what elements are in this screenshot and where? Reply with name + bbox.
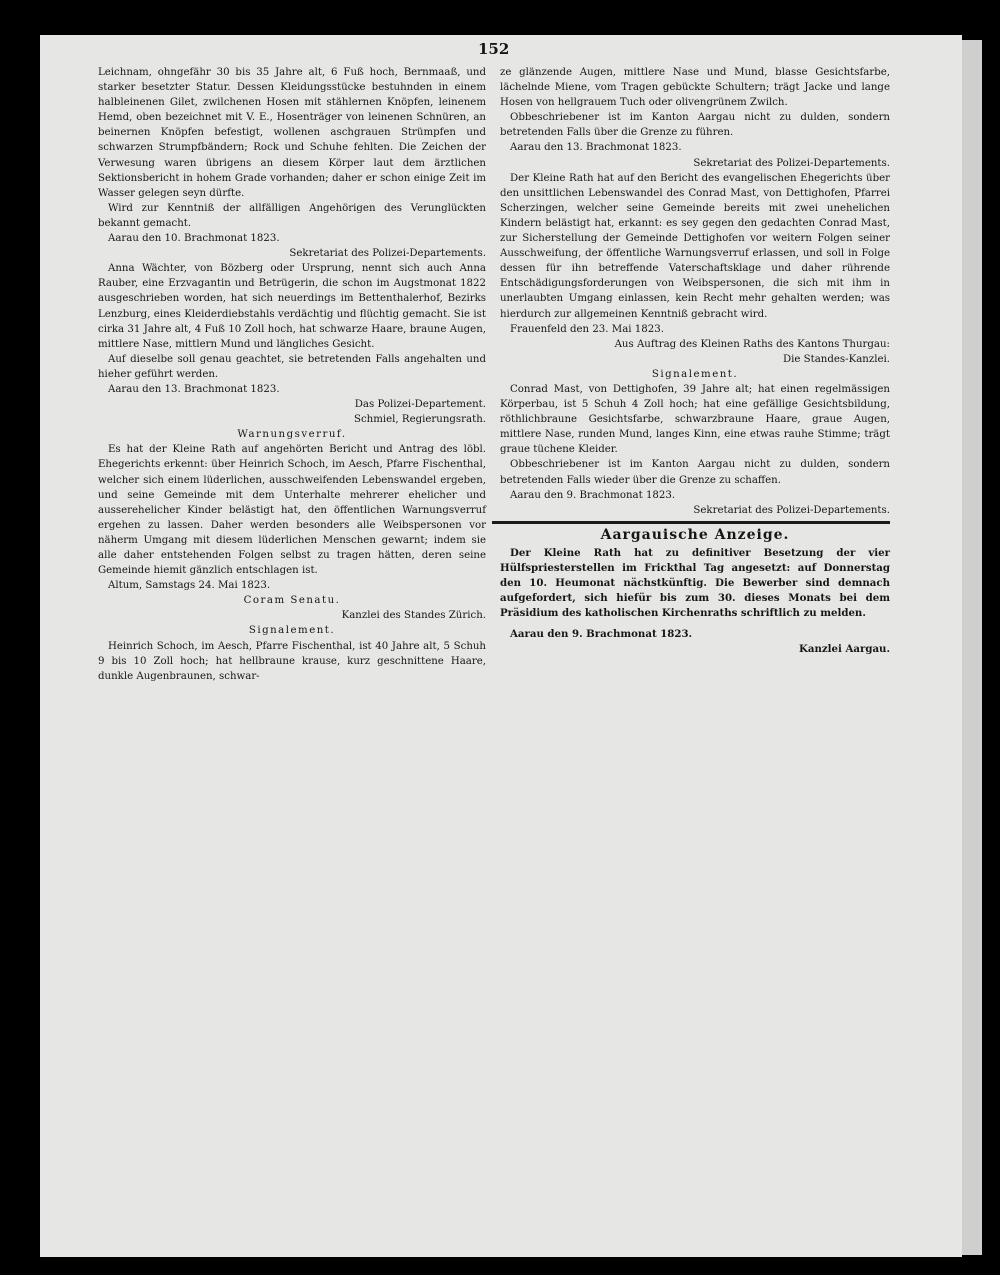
left-paragraph: Anna Wächter, von Bözberg oder Ursprung, nennt sich auch Anna Rauber, eine Erzvagantin und Betrügerin, die schon im Augstmonat 1822 ausgeschrieben worden, hat sich neuerdings im Bettenthalerhof, Bezirks Lenzburg, eines Kleiderdiebstahls verdächtig und flüchtig gemacht. Sie ist cirka 31 Jahre alt, 4 Fuß 10 Zoll hoch, hat schwarze Haare, braune Augen, mittlere Nase, mittlern Mund und längliches Gesicht.: [98, 263, 486, 350]
right-paragraph: Frauenfeld den 23. Mai 1823.: [510, 323, 664, 335]
left-paragraph: Es hat der Kleine Rath auf angehörten Bericht und Antrag des löbl. Ehegerichts erkennt: über Heinrich Schoch, im Aesch, Pfarre Fischenthal, welcher sich einem lüderlichen, ausschweifenden Lebenswandel ergeben, und seine Gemeinde mit dem Unterhalte mehrerer ehelicher und ausserehelicher Kinder belästigt hat, den öffentlichen Warnungsverruf ergehen zu lassen. Daher werden besonders alle Weibspersonen vor näherm Umgang mit diesem lüderlichen Menschen gewarnt; indem sie alle daher entstehenden Folgen selbst zu tragen hätten, deren seine Gemeinde hiemit gänzlich entschlagen ist.: [98, 444, 486, 577]
right-paragraph: Obbeschriebener ist im Kanton Aargau nicht zu dulden, sondern betretenden Falls wieder über die Grenze zu schaffen.: [500, 459, 890, 486]
announcement-date: Aarau den 9. Brachmonat 1823.: [510, 628, 693, 641]
right-paragraph: Aarau den 9. Brachmonat 1823.: [510, 489, 676, 501]
section-divider: [492, 521, 890, 524]
right-heading: Signalement.: [651, 368, 739, 380]
right-column: [500, 65, 890, 658]
left-heading: Warnungsverruf.: [237, 429, 347, 441]
left-paragraph: Leichnam, ohngefähr 30 bis 35 Jahre alt, 6 Fuß hoch, Bernmaaß, und starker besetzter Statur. Dessen Kleidungsstücke bestuhnden in einem halbleinenen Gilet, zwilchenen Hosen mit stählernen Knöpfen, leinenem Hemd, oben bezeichnet mit V. E., Hosenträger von leinenen Schnüren, an beinernen Knöpfen befestigt, wollenen aschgrauen Strümpfen und schwarzen Strumpfbändern; Rock und Schuhe fehlten. Die Zeichen der Verwesung waren übrigens an diesem Körper laut dem ärztlichen Sektionsbericht in hohem Grade vorhanden; daher er schon einige Zeit im Wasser gelegen seyn dürfte.: [98, 67, 486, 199]
announcement-signature: Kanzlei Aargau.: [799, 643, 890, 656]
right-signature-line: Die Standes-Kanzlei.: [782, 353, 890, 365]
next-page-edge: [962, 40, 982, 1255]
left-heading: Signalement.: [248, 625, 336, 637]
left-signature-line: Schmiel, Regierungsrath.: [353, 414, 486, 426]
announcement-body: Der Kleine Rath hat zu definitiver Besetzung der vier Hülfspriesterstellen im Frickthal Tag angesetzt: auf Donnerstag den 10. Heumonat nächstkünftig. Die Bewerber sind demnach aufgefordert, sich hiefür bis zum 30. dieses Monats bei dem Präsidium des katholischen Kirchenraths schriftlich zu melden.: [500, 546, 890, 620]
left-paragraph: Auf dieselbe soll genau geachtet, sie betretenden Falls angehalten und hieher geführt werden.: [98, 353, 486, 380]
left-paragraph: Heinrich Schoch, im Aesch, Pfarre Fischenthal, ist 40 Jahre alt, 5 Schuh 9 bis 10 Zoll hoch; hat hellbraune krause, kurz geschnittene Haare, dunkle Augenbraunen, schwar-: [98, 640, 486, 682]
left-paragraph: Aarau den 13. Brachmonat 1823.: [108, 383, 280, 395]
left-column: [98, 65, 486, 684]
left-signature-line: Sekretariat des Polizei-Departements.: [289, 248, 486, 260]
right-column-notices: [500, 65, 890, 518]
left-paragraph: Wird zur Kenntniß der allfälligen Angehörigen des Verunglückten bekannt gemacht.: [98, 202, 486, 229]
page-number: 152: [478, 40, 510, 58]
right-signature-line: Sekretariat des Polizei-Departements.: [693, 504, 890, 516]
right-paragraph: Obbeschriebener ist im Kanton Aargau nicht zu dulden, sondern betretenden Falls über die Grenze zu führen.: [500, 112, 890, 139]
right-paragraph: Aarau den 13. Brachmonat 1823.: [510, 142, 682, 154]
left-signature-line: Kanzlei des Standes Zürich.: [341, 610, 486, 622]
left-paragraph: Aarau den 10. Brachmonat 1823.: [108, 233, 280, 245]
right-signature-line: Sekretariat des Polizei-Departements.: [693, 157, 890, 169]
left-heading: Coram Senatu.: [243, 595, 341, 607]
left-signature-line: Das Polizei-Departement.: [354, 399, 486, 411]
announcement-title: Aargauische Anzeige.: [600, 526, 790, 543]
right-paragraph: ze glänzende Augen, mittlere Nase und Mund, blasse Gesichtsfarbe, lächelnde Miene, vom Tragen gebückte Schultern; trägt Jacke und lange Hosen von hellgrauem Tuch oder olivengrünem Zwilch.: [500, 67, 890, 109]
left-paragraph: Altum, Samstags 24. Mai 1823.: [108, 580, 271, 592]
right-paragraph: Conrad Mast, von Dettighofen, 39 Jahre alt; hat einen regelmässigen Körperbau, ist 5 Schuh 4 Zoll hoch; hat eine gefällige Gesichtsbildung, röthlichbraune Gesichtsfarbe, schwarzbraune Haare, graue Augen, mittlere Nase, runden Mund, langes Kinn, eine etwas rauhe Stimme; trägt graue tüchene Kleider.: [500, 383, 890, 456]
right-signature-line: Aus Auftrag des Kleinen Raths des Kantons Thurgau:: [614, 338, 890, 350]
right-paragraph: Der Kleine Rath hat auf den Bericht des evangelischen Ehegerichts über den unsittlichen Lebenswandel des Conrad Mast, von Dettighofen, Pfarrei Scherzingen, welcher seine Gemeinde bereits mit zwei unehelichen Kindern belästigt hat, erkannt: es sey gegen den gedachten Conrad Mast, zur Sicherstellung der Gemeinde Dettighofen vor weitern Folgen seiner Ausschweifung, der öffentliche Warnungsverruf erlassen, und soll in Folge dessen für ihn betreffende Vaterschaftsklage und daher rührende Entschädigungsforderungen von Weibspersonen, die sich mit ihm in unerlaubten Umgang einlassen, kein Recht mehr gehalten werden; was hierdurch zur allgemeinen Kenntniß gebracht wird.: [500, 172, 890, 320]
